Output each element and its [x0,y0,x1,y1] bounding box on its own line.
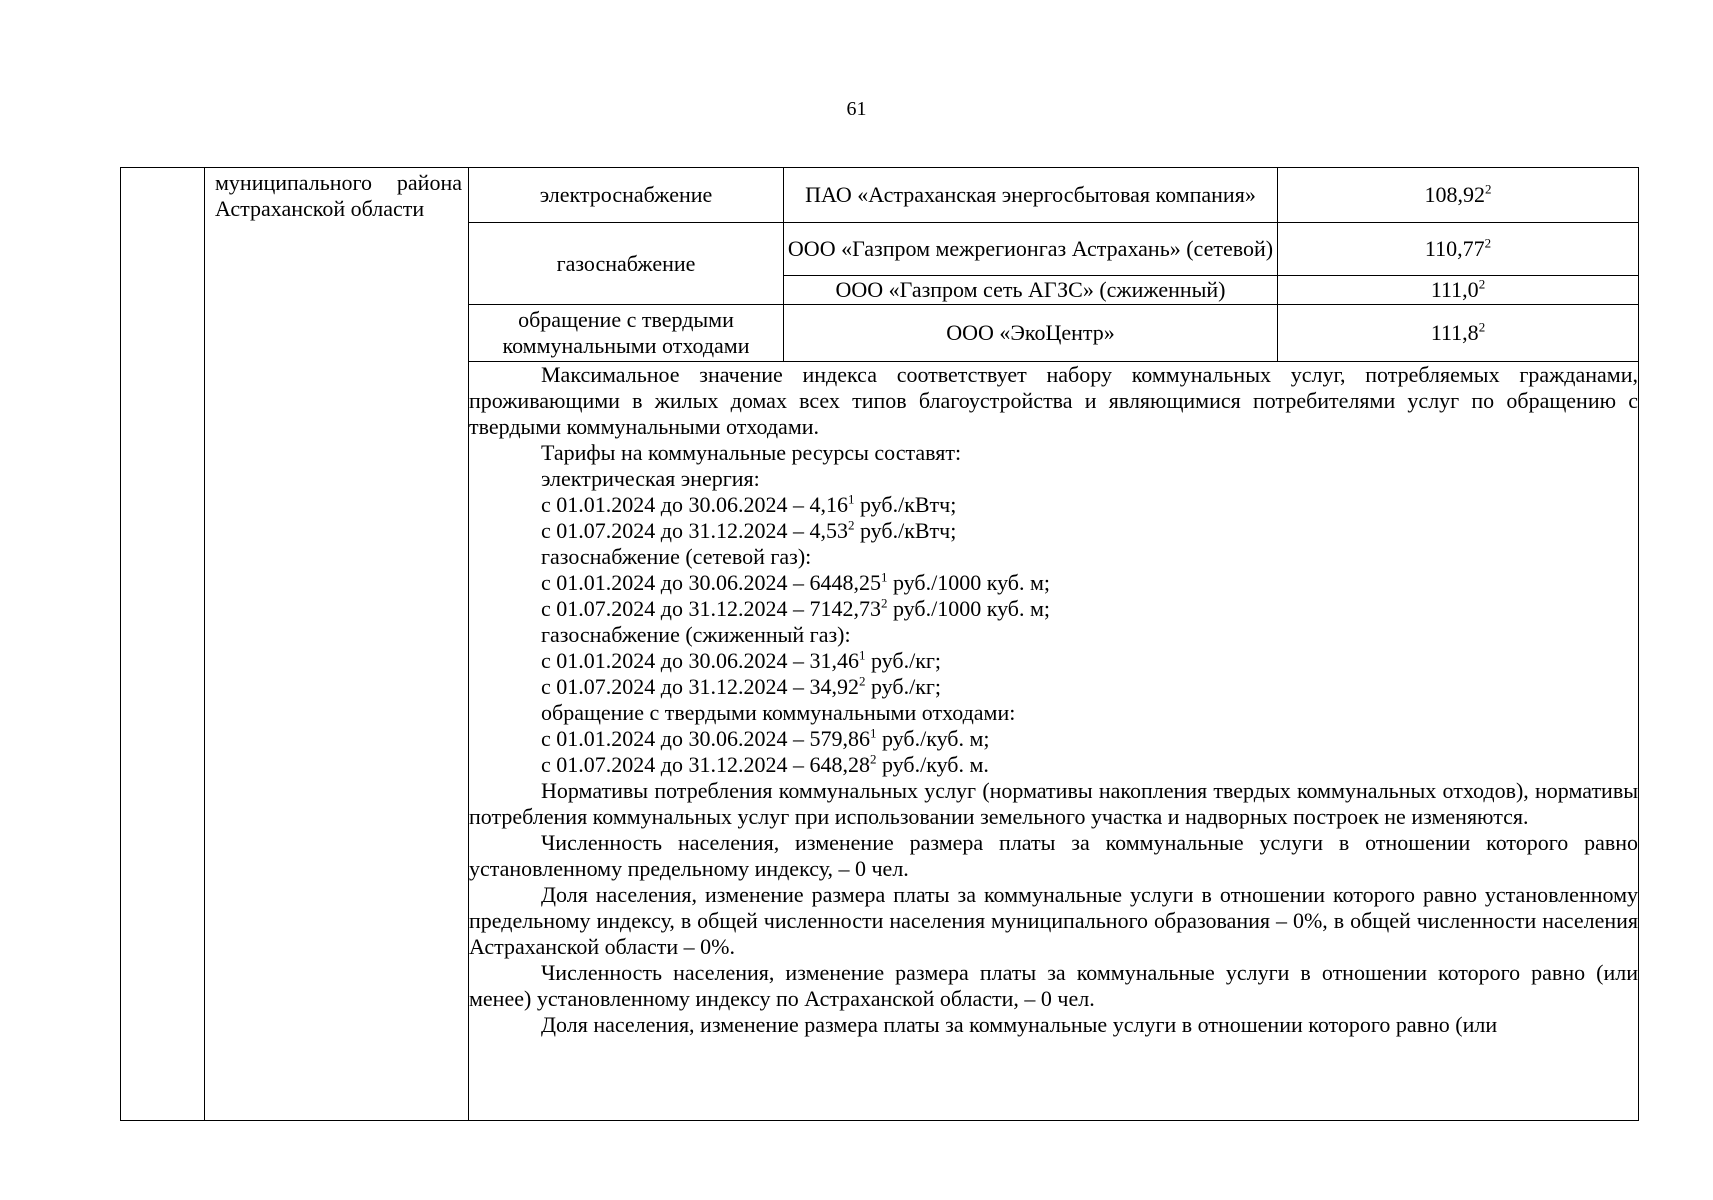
organization-cell: ООО «ЭкоЦентр» [784,305,1278,362]
index-value: 111,0 [1430,277,1479,302]
tariff-table [120,167,1639,1121]
paragraph-max-index: Максимальное значение индекса соответствует набору коммунальных услуг, потребляемых гражданами, проживающими в жилых домах всех типов благоустройства и являющимися потребителями услуг по обращению с твердыми коммунальными отходами. [469,362,1638,439]
number-cell [121,168,205,1121]
page-number: 61 [846,98,867,120]
index-cell [1278,276,1639,305]
index-value: 110,77 [1424,236,1485,261]
paragraph-population-equal: Численность населения, изменение размера платы за коммунальные услуги в отношении которого равно установленному предельному индексу, – 0 чел. [469,830,1638,881]
service-cell: газоснабжение [469,223,784,305]
tariff-gas-network-heading: газоснабжение (сетевой газ): [541,544,812,569]
index-cell [1278,305,1639,362]
organization-cell: ПАО «Астраханская энергосбытовая компания» [784,168,1278,223]
tariff-gas-liquefied-heading: газоснабжение (сжиженный газ): [541,622,851,647]
municipality-name: муниципального района Астраханской области [215,170,462,221]
tariff-line: с 01.01.2024 до 30.06.2024 – 4,16$^1$ руб./кВтч; [541,491,957,517]
footnote-mark: 2 [1478,276,1486,292]
index-value: 108,92 [1424,182,1485,207]
tariff-electricity-heading: электрическая энергия: [541,466,760,491]
tariff-line: с 01.07.2024 до 31.12.2024 – 4,53$^2$ руб./кВтч; [541,517,957,543]
paragraph-share-regional: Доля населения, изменение размера платы за коммунальные услуги в отношении которого равно (или [541,1012,1498,1037]
organization-cell: ООО «Газпром межрегионгаз Астрахань» (сетевой) [784,223,1278,276]
tariff-line: с 01.01.2024 до 30.06.2024 – 6448,25$^1$ руб./1000 куб. м; [541,569,1051,595]
index-value: 111,8 [1430,320,1479,345]
tariff-line: с 01.07.2024 до 31.12.2024 – 648,28$^2$ руб./куб. м. [541,751,989,777]
index-cell [1278,168,1639,223]
description-cell [469,362,1639,1121]
footnote-mark: 2 [1484,235,1492,251]
tariff-waste-heading: обращение с твердыми коммунальными отходами: [541,700,1016,725]
tariff-line: с 01.07.2024 до 31.12.2024 – 34,92$^2$ руб./кг; [541,673,942,699]
municipality-cell [205,168,469,1121]
service-cell: электроснабжение [469,168,784,223]
tariff-line: с 01.01.2024 до 30.06.2024 – 31,46$^1$ руб./кг; [541,647,942,673]
service-cell: обращение с твердыми коммунальными отходами [469,305,784,362]
tariff-line: с 01.01.2024 до 30.06.2024 – 579,86$^1$ руб./куб. м; [541,725,990,751]
tariffs-intro: Тарифы на коммунальные ресурсы составят: [541,440,962,465]
paragraph-share-equal: Доля населения, изменение размера платы за коммунальные услуги в отношении которого равно установленному предельному индексу, в общей численности населения муниципального образования – 0%, в общей численности населения Астраханской области – 0%. [469,882,1638,959]
tariff-line: с 01.07.2024 до 31.12.2024 – 7142,73$^2$ руб./1000 куб. м; [541,595,1051,621]
footnote-mark: 2 [1485,181,1492,197]
paragraph-population-regional: Численность населения, изменение размера платы за коммунальные услуги в отношении которого равно (или менее) установленному индексу по Астраханской области, – 0 чел. [469,960,1638,1011]
footnote-mark: 2 [1478,319,1486,335]
index-cell [1278,223,1639,276]
table-row-electricity [121,168,1639,223]
paragraph-norms: Нормативы потребления коммунальных услуг (нормативы накопления твердых коммунальных отходов), нормативы потребления коммунальных услуг при использовании земельного участка и надворных построек не изменяются. [469,778,1638,829]
organization-cell: ООО «Газпром сеть АГЗС» (сжиженный) [784,276,1278,305]
